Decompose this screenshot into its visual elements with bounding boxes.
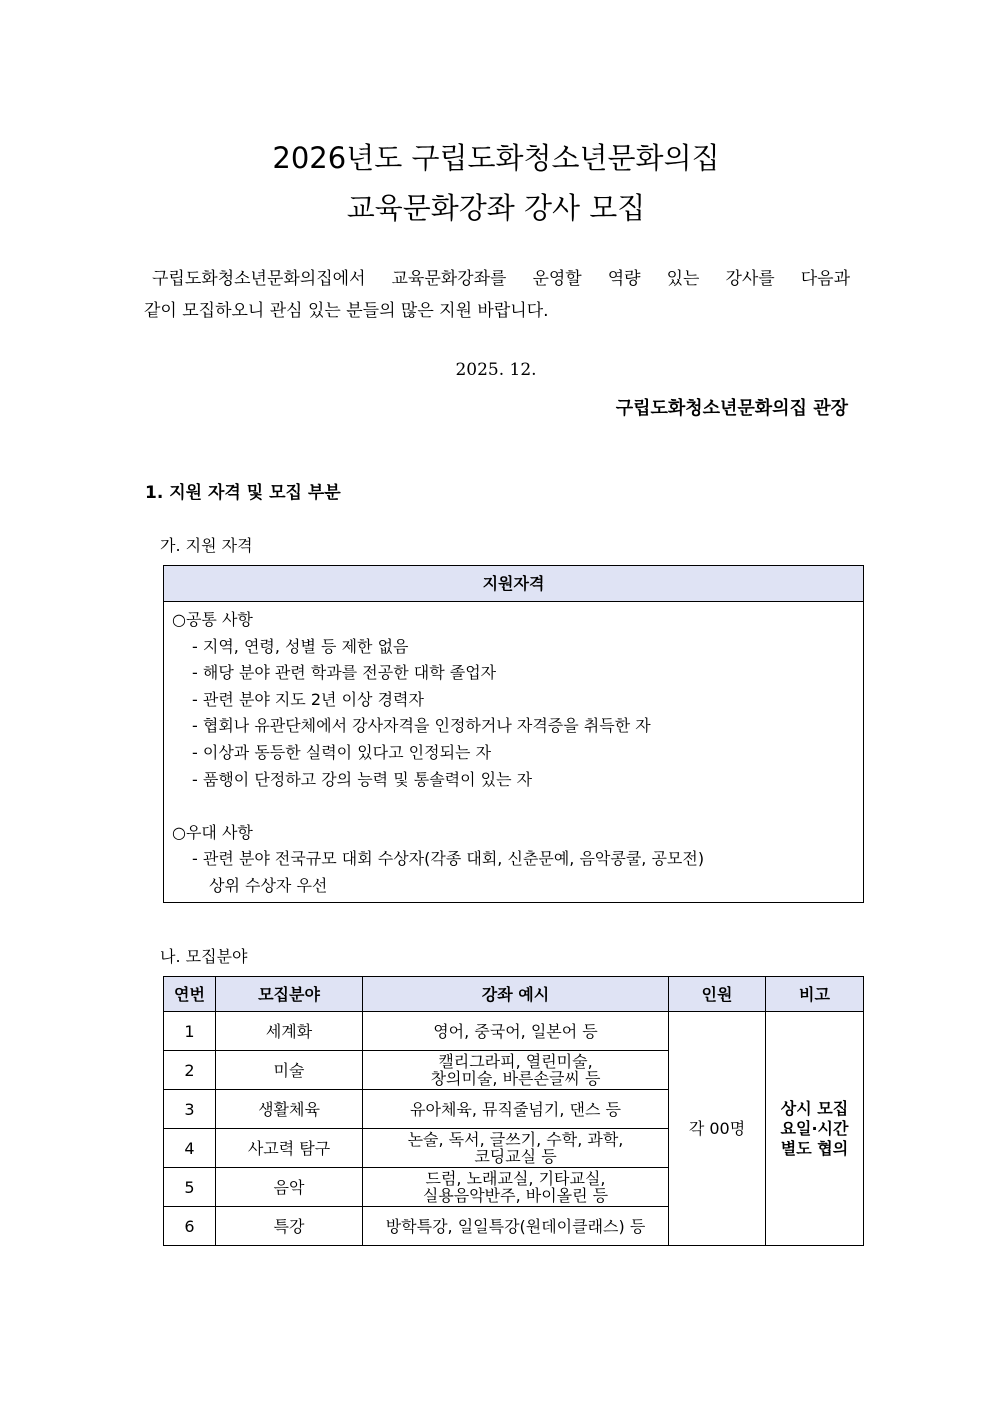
- note-line: 별도 협의: [780, 1138, 849, 1158]
- course-examples: [363, 1051, 669, 1090]
- column-header-no: 연번: [164, 977, 216, 1012]
- field-name: 미술: [216, 1051, 363, 1090]
- row-number: 6: [164, 1207, 216, 1246]
- course-examples-line: 코딩교실 등: [474, 1147, 557, 1166]
- common-item: - 이상과 동등한 실력이 있다고 인정되는 자: [192, 742, 492, 762]
- preference-item-continued: 상위 수상자 우선: [209, 875, 328, 895]
- recruitment-fields-table: [163, 976, 864, 1246]
- course-examples: [363, 1129, 669, 1168]
- common-item: - 협회나 유관단체에서 강사자격을 인정하거나 자격증을 취득한 자: [192, 716, 651, 736]
- course-examples: [363, 1012, 669, 1051]
- subsection-a-title: 가. 지원 자격: [160, 536, 253, 555]
- section-1-title: 1. 지원 자격 및 모집 부분: [145, 483, 341, 503]
- course-examples-line: 캘리그라피, 열린미술,: [438, 1052, 593, 1071]
- common-item: - 지역, 연령, 성별 등 제한 없음: [192, 636, 409, 656]
- course-examples-line: 드럼, 노래교실, 기타교실,: [425, 1169, 606, 1188]
- qualification-header: 지원자격: [164, 566, 863, 602]
- field-name: 특강: [216, 1207, 363, 1246]
- course-examples: [363, 1090, 669, 1129]
- row-number: 3: [164, 1090, 216, 1129]
- course-examples-line: 논술, 독서, 글쓰기, 수학, 과학,: [407, 1130, 624, 1149]
- note-line: 요일·시간: [780, 1118, 849, 1138]
- table-row: [164, 1012, 864, 1051]
- course-examples-line: 영어, 중국어, 일본어 등: [433, 1021, 598, 1041]
- preference-item: - 관련 분야 전국규모 대회 수상자(각종 대회, 신춘문예, 음악콩쿨, 공모전): [192, 849, 705, 869]
- column-header-field: 모집분야: [216, 977, 363, 1012]
- headcount-cell: 각 00명: [669, 1012, 766, 1246]
- qualification-box: [163, 565, 864, 903]
- note-line: 상시 모집: [780, 1098, 849, 1118]
- column-header-note: 비고: [766, 977, 864, 1012]
- field-name: 세계화: [216, 1012, 363, 1051]
- issue-date: 2025. 12.: [455, 360, 537, 380]
- course-examples-line: 창의미술, 바른손글씨 등: [430, 1069, 601, 1088]
- spacer: [172, 793, 863, 820]
- course-examples: [363, 1168, 669, 1207]
- field-name: 음악: [216, 1168, 363, 1207]
- row-number: 4: [164, 1129, 216, 1168]
- row-number: 1: [164, 1012, 216, 1051]
- title-line-1: 2026년도 구립도화청소년문화의집: [272, 141, 720, 175]
- column-header-headcount: 인원: [669, 977, 766, 1012]
- subsection-b-title: 나. 모집분야: [160, 947, 248, 966]
- note-cell: [766, 1012, 864, 1246]
- common-item: - 해당 분야 관련 학과를 전공한 대학 졸업자: [192, 663, 497, 683]
- preference-title: ○우대 사항: [172, 822, 253, 842]
- common-item: - 품행이 단정하고 강의 능력 및 통솔력이 있는 자: [192, 769, 533, 789]
- intro-line-1: 구립도화청소년문화의집에서 교육문화강좌를 운영할 역량 있는 강사를 다음과: [152, 269, 850, 289]
- row-number: 5: [164, 1168, 216, 1207]
- table-header-row: [164, 977, 864, 1012]
- column-header-examples: 강좌 예시: [363, 977, 669, 1012]
- course-examples-line: 방학특강, 일일특강(원데이클래스) 등: [385, 1216, 646, 1236]
- intro-line-2: 같이 모집하오니 관심 있는 분들의 많은 지원 바랍니다.: [144, 301, 549, 321]
- row-number: 2: [164, 1051, 216, 1090]
- course-examples-line: 실용음악반주, 바이올린 등: [422, 1186, 609, 1205]
- signature: 구립도화청소년문화의집 관장: [615, 398, 848, 419]
- field-name: 생활체육: [216, 1090, 363, 1129]
- field-name: 사고력 탐구: [216, 1129, 363, 1168]
- course-examples: [363, 1207, 669, 1246]
- qualification-body: [164, 602, 863, 902]
- common-item: - 관련 분야 지도 2년 이상 경력자: [192, 689, 424, 709]
- course-examples-line: 유아체육, 뮤직줄넘기, 댄스 등: [410, 1099, 621, 1119]
- common-requirements-title: ○공통 사항: [172, 610, 253, 629]
- title-line-2: 교육문화강좌 강사 모집: [346, 191, 646, 225]
